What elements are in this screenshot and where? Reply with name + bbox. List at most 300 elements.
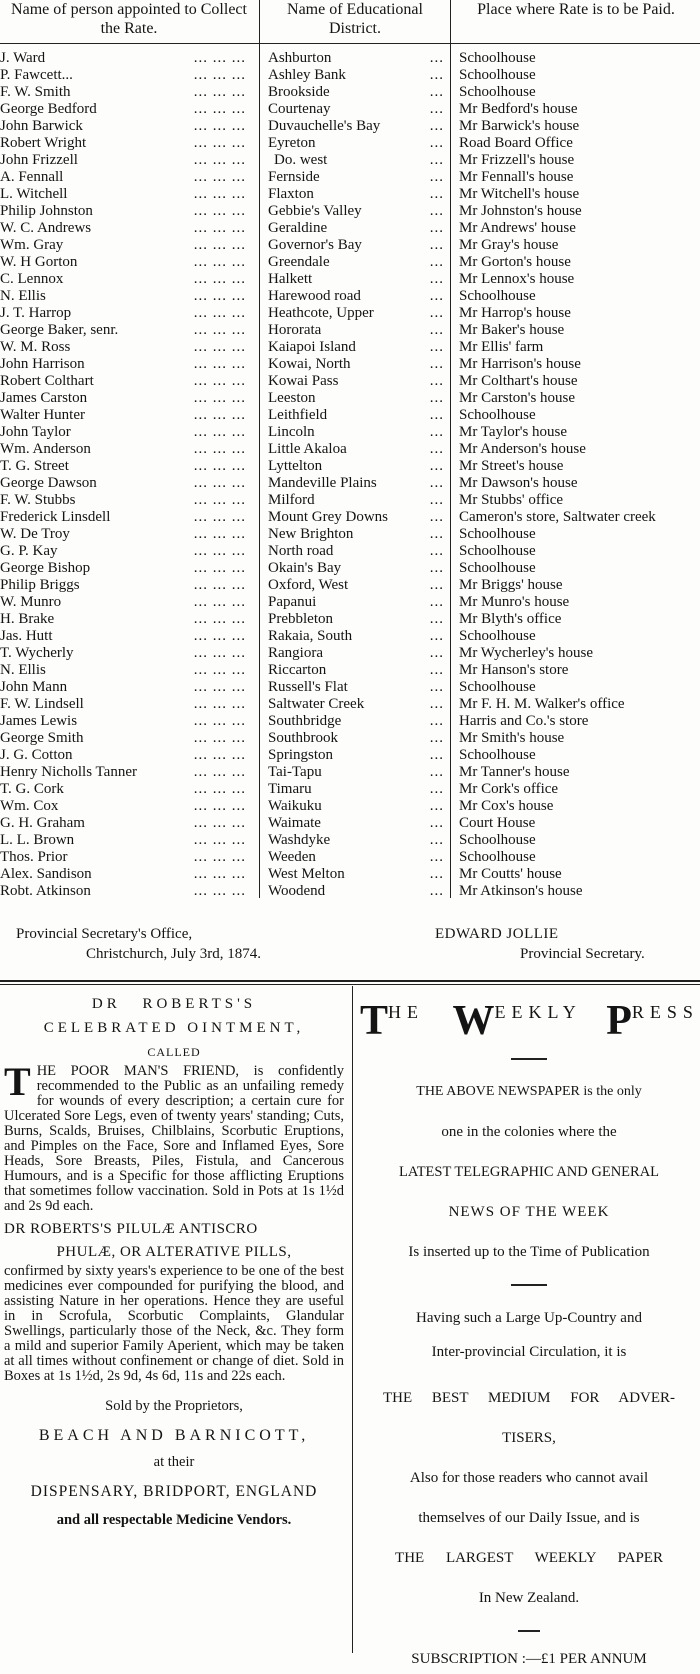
district-cell <box>268 254 446 271</box>
leader-dots: ... ... ... <box>191 373 246 390</box>
collector-cell <box>0 67 252 84</box>
table-row <box>0 305 700 322</box>
leader-dots: ... <box>427 373 444 390</box>
place-cell-text: Schoolhouse <box>459 832 536 848</box>
place-cell <box>459 696 700 713</box>
leader-dots: ... <box>427 543 444 560</box>
leader-dots: ... ... ... <box>191 186 246 203</box>
place-cell <box>459 883 700 900</box>
district-cell-text: Flaxton <box>268 186 314 202</box>
collector-cell <box>0 560 252 577</box>
district-cell <box>268 577 446 594</box>
collector-cell-text: L. L. Brown <box>0 832 75 848</box>
leader-dots: ... ... ... <box>191 135 246 152</box>
place-cell <box>459 407 700 424</box>
office-line-2: Christchurch, July 3rd, 1874. <box>86 946 261 962</box>
leader-dots: ... <box>427 730 444 747</box>
place-cell <box>459 135 700 152</box>
collector-cell <box>0 305 252 322</box>
collector-cell-text: Philip Briggs <box>0 577 80 593</box>
at-their: at their <box>153 1454 195 1470</box>
leader-dots: ... <box>427 390 444 407</box>
district-cell <box>268 662 446 679</box>
masthead-cap-p: P <box>606 998 632 1044</box>
collector-cell-text: James Carston <box>0 390 88 406</box>
leader-dots: ... <box>427 577 444 594</box>
press-line-3: LATEST TELEGRAPHIC AND GENERAL <box>398 1164 660 1180</box>
collector-cell-text: Alex. Sandison <box>0 866 92 882</box>
place-cell <box>459 815 700 832</box>
leader-dots: ... ... ... <box>191 594 246 611</box>
ad-title-2: CELEBRATED OINTMENT, <box>43 1020 305 1036</box>
collector-cell <box>0 203 252 220</box>
collector-cell-text: F. W. Lindsell <box>0 696 84 712</box>
collector-cell-text: George Dawson <box>0 475 97 491</box>
district-cell <box>268 50 446 67</box>
dash-rule <box>511 1058 547 1060</box>
collector-cell <box>0 764 252 781</box>
table-row <box>0 798 700 815</box>
press-line-9: TISERS, <box>502 1430 556 1446</box>
table-row <box>0 560 700 577</box>
place-cell <box>459 679 700 696</box>
press-line-5: Is inserted up to the Time of Publication <box>408 1244 650 1260</box>
collector-cell <box>0 628 252 645</box>
vendors: and all respectable Medicine Vendors. <box>56 1512 292 1528</box>
district-cell <box>268 186 446 203</box>
header-district: Name of Educational District. <box>287 1 423 37</box>
collector-cell <box>0 152 252 169</box>
collector-cell <box>0 118 252 135</box>
place-cell-text: Mr Tanner's house <box>459 764 570 780</box>
ointment-advertisement <box>4 992 344 1530</box>
collector-cell <box>0 509 252 526</box>
leader-dots: ... <box>427 492 444 509</box>
district-cell <box>268 458 446 475</box>
place-cell-text: Mr Atkinson's house <box>459 883 583 899</box>
collector-cell <box>0 254 252 271</box>
leader-dots: ... ... ... <box>191 441 246 458</box>
leader-dots: ... ... ... <box>191 492 246 509</box>
leader-dots: ... ... ... <box>191 866 246 883</box>
collector-cell-text: James Lewis <box>0 713 78 729</box>
collector-cell <box>0 526 252 543</box>
collector-cell-text: F. W. Stubbs <box>0 492 76 508</box>
place-cell-text: Mr Johnston's house <box>459 203 582 219</box>
place-cell <box>459 50 700 67</box>
masthead-cap-w: W <box>452 998 495 1044</box>
collector-cell <box>0 747 252 764</box>
place-cell-text: Schoolhouse <box>459 560 536 576</box>
collector-cell <box>0 594 252 611</box>
place-cell-text: Mr Harrop's house <box>459 305 571 321</box>
place-cell <box>459 594 700 611</box>
place-cell-text: Schoolhouse <box>459 288 536 304</box>
place-cell <box>459 543 700 560</box>
table-row <box>0 679 700 696</box>
collector-cell <box>0 288 252 305</box>
leader-dots: ... <box>427 407 444 424</box>
press-line-10: Also for those readers who cannot avail <box>409 1470 649 1486</box>
leader-dots: ... <box>427 254 444 271</box>
place-cell <box>459 747 700 764</box>
district-cell <box>268 509 446 526</box>
place-cell <box>459 849 700 866</box>
leader-dots: ... ... ... <box>191 645 246 662</box>
district-cell-text: Duvauchelle's Bay <box>268 118 381 134</box>
place-cell-text: Mr Harrison's house <box>459 356 581 372</box>
place-cell-text: Mr Anderson's house <box>459 441 586 457</box>
district-cell <box>268 526 446 543</box>
table-row <box>0 594 700 611</box>
table-row <box>0 866 700 883</box>
dash-rule <box>518 1630 540 1632</box>
place-cell <box>459 730 700 747</box>
table-row <box>0 135 700 152</box>
place-cell <box>459 492 700 509</box>
district-cell-text: Russell's Flat <box>268 679 348 695</box>
leader-dots: ... <box>427 628 444 645</box>
leader-dots: ... ... ... <box>191 407 246 424</box>
leader-dots: ... <box>427 288 444 305</box>
district-cell-text: Timaru <box>268 781 312 797</box>
leader-dots: ... ... ... <box>191 475 246 492</box>
place-cell-text: Mr Baker's house <box>459 322 565 338</box>
collector-cell-text: Frederick Linsdell <box>0 509 111 525</box>
leader-dots: ... ... ... <box>191 543 246 560</box>
collector-cell <box>0 730 252 747</box>
place-cell-text: Mr Carston's house <box>459 390 576 406</box>
collector-cell <box>0 237 252 254</box>
collector-cell <box>0 696 252 713</box>
district-cell <box>268 322 446 339</box>
place-cell-text: Mr Street's house <box>459 458 564 474</box>
leader-dots: ... ... ... <box>191 832 246 849</box>
place-cell <box>459 611 700 628</box>
district-cell-text: Little Akaloa <box>268 441 347 457</box>
leader-dots: ... <box>427 118 444 135</box>
leader-dots: ... ... ... <box>191 560 246 577</box>
collector-cell-text: F. W. Smith <box>0 84 71 100</box>
leader-dots: ... ... ... <box>191 747 246 764</box>
collector-cell-text: W. C. Andrews <box>0 220 92 236</box>
table-row <box>0 849 700 866</box>
leader-dots: ... ... ... <box>191 169 246 186</box>
place-cell-text: Mr Cox's house <box>459 798 554 814</box>
place-cell-text: Mr Dawson's house <box>459 475 578 491</box>
district-cell-text: Kowai Pass <box>268 373 339 389</box>
collector-cell-text: George Bishop <box>0 560 91 576</box>
place-cell <box>459 764 700 781</box>
leader-dots: ... <box>427 322 444 339</box>
collector-cell-text: N. Ellis <box>0 662 46 678</box>
district-cell <box>268 67 446 84</box>
table-row <box>0 101 700 118</box>
collector-cell <box>0 543 252 560</box>
dash-rule <box>511 1284 547 1286</box>
collector-cell-text: J. G. Cotton <box>0 747 73 763</box>
leader-dots: ... ... ... <box>191 577 246 594</box>
collector-cell <box>0 458 252 475</box>
place-cell <box>459 101 700 118</box>
leader-dots: ... ... ... <box>191 322 246 339</box>
collector-cell-text: Wm. Gray <box>0 237 64 253</box>
collector-cell-text: W. H Gorton <box>0 254 78 270</box>
collector-cell <box>0 356 252 373</box>
leader-dots: ... ... ... <box>191 696 246 713</box>
table-row <box>0 390 700 407</box>
place-cell <box>459 254 700 271</box>
district-cell-text: Geraldine <box>268 220 328 236</box>
table-row <box>0 492 700 509</box>
leader-dots: ... ... ... <box>191 84 246 101</box>
leader-dots: ... <box>427 220 444 237</box>
collector-cell-text: George Bedford <box>0 101 97 117</box>
leader-dots: ... <box>427 475 444 492</box>
collector-cell <box>0 373 252 390</box>
collector-cell <box>0 186 252 203</box>
collector-cell-text: John Frizzell <box>0 152 78 168</box>
district-cell-text: Woodend <box>268 883 326 899</box>
collector-cell-text: L. Witchell <box>0 186 68 202</box>
table-row <box>0 645 700 662</box>
leader-dots: ... <box>427 458 444 475</box>
section-rule <box>0 980 700 982</box>
place-cell <box>459 424 700 441</box>
place-cell-text: Schoolhouse <box>459 543 536 559</box>
leader-dots: ... ... ... <box>191 798 246 815</box>
place-cell <box>459 373 700 390</box>
leader-dots: ... ... ... <box>191 679 246 696</box>
place-cell <box>459 832 700 849</box>
district-cell-text: Heathcote, Upper <box>268 305 374 321</box>
place-cell <box>459 322 700 339</box>
district-cell-text: Okain's Bay <box>268 560 342 576</box>
collector-cell-text: P. Fawcett... <box>0 67 73 83</box>
district-cell <box>268 373 446 390</box>
collector-cell <box>0 407 252 424</box>
collector-cell-text: Walter Hunter <box>0 407 86 423</box>
table-row <box>0 696 700 713</box>
district-cell-text: Papanui <box>268 594 317 610</box>
leader-dots: ... <box>427 866 444 883</box>
leader-dots: ... <box>427 305 444 322</box>
table-row <box>0 458 700 475</box>
leader-dots: ... ... ... <box>191 713 246 730</box>
district-cell-text: Courtenay <box>268 101 331 117</box>
leader-dots: ... ... ... <box>191 509 246 526</box>
place-cell-text: Schoolhouse <box>459 84 536 100</box>
ad-called: CALLED <box>147 1045 201 1059</box>
collector-cell <box>0 390 252 407</box>
place-cell <box>459 662 700 679</box>
table-row <box>0 322 700 339</box>
collector-cell-text: T. G. Cork <box>0 781 64 797</box>
table-row <box>0 288 700 305</box>
district-cell-text: North road <box>268 543 334 559</box>
press-line-1: THE ABOVE NEWSPAPER is the only <box>416 1084 642 1099</box>
district-cell-text: Eyreton <box>268 135 316 151</box>
leader-dots: ... ... ... <box>191 730 246 747</box>
table-row <box>0 169 700 186</box>
leader-dots: ... <box>427 696 444 713</box>
district-cell <box>268 135 446 152</box>
table-row <box>0 713 700 730</box>
header-place: Place where Rate is to be Paid. <box>477 1 675 18</box>
district-cell <box>268 883 446 900</box>
place-cell-text: Schoolhouse <box>459 526 536 542</box>
place-cell-text: Mr Colthart's house <box>459 373 578 389</box>
district-cell <box>268 696 446 713</box>
weekly-press-advertisement <box>358 992 700 1674</box>
table-row <box>0 237 700 254</box>
place-cell-text: Mr Gray's house <box>459 237 559 253</box>
collector-cell-text: A. Fennall <box>0 169 64 185</box>
place-cell-text: Road Board Office <box>459 135 573 151</box>
leader-dots: ... ... ... <box>191 628 246 645</box>
place-cell <box>459 390 700 407</box>
leader-dots: ... ... ... <box>191 118 246 135</box>
collector-cell-text: Robert Wright <box>0 135 87 151</box>
leader-dots: ... <box>427 662 444 679</box>
table-row <box>0 662 700 679</box>
leader-dots: ... <box>427 84 444 101</box>
district-cell <box>268 101 446 118</box>
collector-cell-text: Jas. Hutt <box>0 628 53 644</box>
ad-title-1: DR ROBERTS'S <box>91 996 257 1012</box>
district-cell <box>268 441 446 458</box>
district-cell <box>268 203 446 220</box>
district-cell <box>268 730 446 747</box>
leader-dots: ... <box>427 441 444 458</box>
district-cell-text: Waimate <box>268 815 321 831</box>
place-cell <box>459 339 700 356</box>
district-cell <box>268 849 446 866</box>
district-cell <box>268 781 446 798</box>
collector-cell <box>0 84 252 101</box>
district-cell <box>268 271 446 288</box>
collector-cell <box>0 815 252 832</box>
collector-cell <box>0 424 252 441</box>
leader-dots: ... <box>427 798 444 815</box>
district-cell-text: Saltwater Creek <box>268 696 365 712</box>
district-cell <box>268 220 446 237</box>
masthead-cap-t: T <box>360 998 389 1044</box>
table-row <box>0 84 700 101</box>
press-line-4: NEWS OF THE WEEK <box>448 1204 610 1220</box>
place-cell-text: Mr Frizzell's house <box>459 152 575 168</box>
collector-cell <box>0 441 252 458</box>
table-row <box>0 254 700 271</box>
place-cell-text: Mr Stubbs' office <box>459 492 564 508</box>
district-cell <box>268 356 446 373</box>
collector-cell-text: John Mann <box>0 679 68 695</box>
table-row <box>0 781 700 798</box>
leader-dots: ... <box>427 645 444 662</box>
press-line-13: In New Zealand. <box>478 1590 580 1606</box>
collector-cell-text: W. De Troy <box>0 526 70 542</box>
district-cell-text: Ashburton <box>268 50 332 66</box>
leader-dots: ... ... ... <box>191 339 246 356</box>
table-row <box>0 628 700 645</box>
place-cell <box>459 169 700 186</box>
district-cell <box>268 237 446 254</box>
place-cell-text: Mr F. H. M. Walker's office <box>459 696 625 712</box>
collector-cell-text: J. T. Harrop <box>0 305 72 321</box>
collector-cell-text: John Barwick <box>0 118 83 134</box>
collector-cell-text: Thos. Prior <box>0 849 68 865</box>
collector-cell <box>0 492 252 509</box>
collector-cell-text: W. Munro <box>0 594 62 610</box>
district-cell <box>268 84 446 101</box>
collector-cell-text: W. M. Ross <box>0 339 71 355</box>
district-cell-text: Do. west <box>274 152 328 168</box>
place-cell <box>459 118 700 135</box>
leader-dots: ... ... ... <box>191 849 246 866</box>
place-cell-text: Mr Lennox's house <box>459 271 575 287</box>
district-cell-text: Southbrook <box>268 730 339 746</box>
leader-dots: ... <box>427 203 444 220</box>
table-row <box>0 509 700 526</box>
collector-cell <box>0 271 252 288</box>
table-row <box>0 883 700 900</box>
leader-dots: ... <box>427 849 444 866</box>
leader-dots: ... <box>427 271 444 288</box>
secretary-title: Provincial Secretary. <box>520 946 645 962</box>
place-cell <box>459 526 700 543</box>
leader-dots: ... <box>427 101 444 118</box>
leader-dots: ... ... ... <box>191 237 246 254</box>
pills-paragraph: confirmed by sixty years's experience to be one of the best medicines ever compounded for purifying the blood, and assisting Nature in her operations. Hence they are useful in in Scrofula, Scorbutic Complaints, Glandular Swellings, particularly those of the Neck, &c. They form a mild and superior Family Aperient, which may be taken at all times without confinement or change of diet. Sold in Boxes at 1s 1½d, 2s 9d, 4s 6d, 11s and 22s each. <box>4 1263 344 1384</box>
collector-cell-text: T. Wycherly <box>0 645 74 661</box>
place-cell <box>459 645 700 662</box>
place-cell <box>459 560 700 577</box>
press-line-6: Having such a Large Up-Country and <box>416 1310 642 1326</box>
district-cell-text: Weeden <box>268 849 316 865</box>
collector-cell <box>0 883 252 900</box>
district-cell-text: Oxford, West <box>268 577 349 593</box>
place-cell-text: Mr Blyth's office <box>459 611 562 627</box>
district-cell-text: Governor's Bay <box>268 237 362 253</box>
leader-dots: ... ... ... <box>191 764 246 781</box>
leader-dots: ... ... ... <box>191 305 246 322</box>
press-line-8: THE BEST MEDIUM FOR ADVER- <box>382 1390 676 1406</box>
collector-cell-text: T. G. Street <box>0 458 69 474</box>
collector-cell-text: George Baker, senr. <box>0 322 119 338</box>
leader-dots: ... ... ... <box>191 781 246 798</box>
collector-cell <box>0 781 252 798</box>
collector-cell-text: N. Ellis <box>0 288 46 304</box>
district-cell <box>268 798 446 815</box>
section-rule-thin <box>0 984 700 985</box>
district-cell <box>268 152 446 169</box>
district-cell-text: Ashley Bank <box>268 67 346 83</box>
district-cell <box>268 679 446 696</box>
table-row <box>0 730 700 747</box>
place-cell-text: Mr Witchell's house <box>459 186 580 202</box>
press-line-7: Inter-provincial Circulation, it is <box>431 1344 627 1360</box>
leader-dots: ... ... ... <box>191 526 246 543</box>
district-cell <box>268 339 446 356</box>
ointment-paragraph <box>4 1059 344 1214</box>
district-cell <box>268 390 446 407</box>
leader-dots: ... ... ... <box>191 50 246 67</box>
place-cell <box>459 203 700 220</box>
district-cell <box>268 713 446 730</box>
collector-cell <box>0 169 252 186</box>
place-cell <box>459 798 700 815</box>
district-cell <box>268 764 446 781</box>
